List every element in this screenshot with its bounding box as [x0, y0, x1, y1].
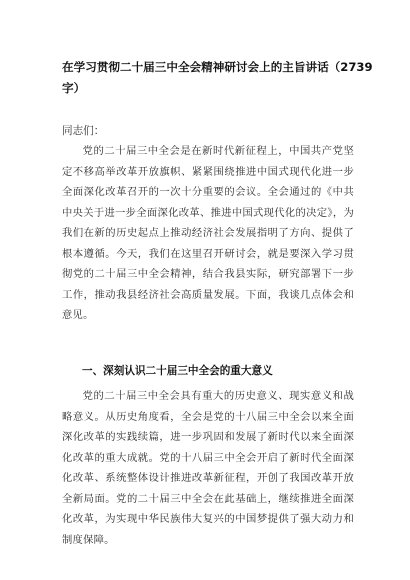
body-paragraph-2: 党的二十届三中全会具有重大的历史意义、现实意义和战略意义。从历史角度看，全会是党的十八届三中全会以来全面深化改革的实践续篇，进一步巩固和发展了新时代以来全面深化改革的重大成就。党的十八届三中全会开启了新时代全面深化改革、系统整体设计推进改革新征程，开创了我国改革开放全新局面。党的二十届三中全会在此基础上，继续推进全面深化改革，为实现中华民族伟大复兴的中国梦提供了强大动力和制度保障。 [62, 390, 354, 546]
salutation: 同志们： [62, 125, 105, 137]
section-heading: 一、深刻认识二十届三中全会的重大意义 [82, 365, 273, 377]
document-title: 在学习贯彻二十届三中全会精神研讨会上的主旨讲话（2739字） [62, 60, 373, 95]
body-paragraph-1: 党的二十届三中全会是在新时代新征程上，中国共产党坚定不移高举改革开放旗帜、紧紧围绕推进中国式现代化进一步全面深化改革召开的一次十分重要的会议。全会通过的《中共中央关于进一步全面深化改革、推进中国式现代化的决定》，为我们在新的历史起点上推动经济社会发展指明了方向、提供了根本遵循。今天，我们在这里召开研讨会，就是要深入学习贯彻党的二十届三中全会精神，结合我县实际，研究部署下一步工作，推动我县经济社会高质量发展。下面，我谈几点体会和意见。 [62, 145, 354, 321]
